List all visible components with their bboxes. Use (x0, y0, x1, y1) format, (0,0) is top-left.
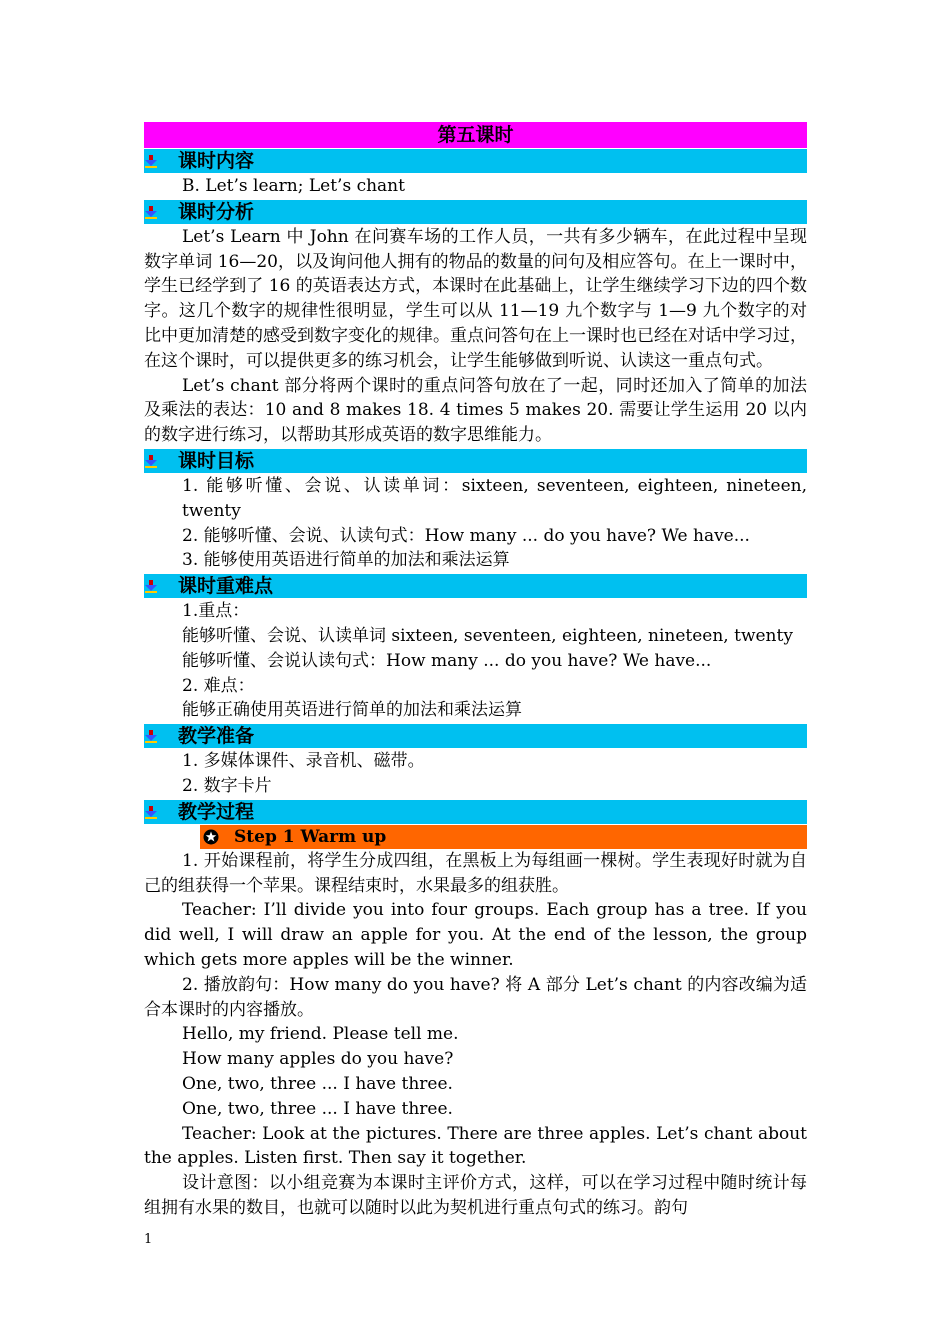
chant-line: One, two, three ... I have three. (182, 1098, 453, 1119)
section-heading-process (144, 800, 807, 824)
section-heading-analysis (144, 200, 807, 224)
section-heading-label: 课时重难点 (178, 575, 274, 598)
process-paragraph: Teacher: I’ll divide you into four groups. Each group has a tree. If you did well, I will draw an apple for you. At the end of the lesson, the group which gets more apples will be the winner. (144, 900, 807, 970)
analysis-paragraph: Let’s chant 部分将两个课时的重点问答句放在了一起，同时还加入了简单的加法及乘法的表达：10 and 8 makes 18. 4 times 5 makes 20. 需要让学生运用 20 以内的数字进行练习，以帮助其形成英语的数字思维能力。 (144, 375, 807, 446)
section-heading-label: 课时目标 (178, 449, 255, 472)
analysis-paragraph: Let’s Learn 中 John 在问赛车场的工作人员，一共有多少辆车，在此过程中呈现数字单词 16—20，以及询问他人拥有的物品的数量的问句及相应答句。在上一课时中，学生已经学到了 16 的英语表达方式，本课时在此基础上，让学生继续学习下边的四个数字。这几个数字的规律性很明显，学生可以从 11—19 九个数字与 1—9 九个数字的对比中更加清楚的感受到数字变化的规律。重点问答句在上一课时也已经在对话中学习过，在这个课时，可以提供更多的练习机会，让学生能够做到听说、认读这一重点句式。 (144, 226, 807, 371)
keypoint-line: 能够正确使用英语进行简单的加法和乘法运算 (182, 700, 522, 721)
step-label: Step 1 Warm up (234, 826, 387, 847)
section-heading-keypoints (144, 574, 807, 598)
section-heading-label: 课时内容 (178, 150, 255, 172)
goal-line: 2. 能够听懂、会说、认读句式：How many ... do you have? We have... (182, 525, 750, 546)
section-heading-goals (144, 449, 807, 473)
section-heading-label: 教学准备 (178, 725, 255, 748)
chant-line: One, two, three ... I have three. (182, 1073, 453, 1094)
process-paragraph: 2. 播放韵句：How many do you have? 将 A 部分 Let’s chant 的内容改编为适合本课时的内容播放。 (144, 974, 807, 1020)
chant-line: How many apples do you have? (182, 1049, 454, 1070)
prep-line: 1. 多媒体课件、录音机、磁带。 (182, 751, 425, 772)
down-arrow-bullet-icon (144, 806, 158, 819)
step-heading (200, 825, 807, 849)
section-heading-label: 课时分析 (178, 200, 255, 223)
content-line: B. Let’s learn; Let’s chant (182, 176, 405, 196)
down-arrow-bullet-icon (144, 155, 158, 168)
down-arrow-bullet-icon (144, 580, 158, 593)
process-paragraph: 设计意图：以小组竞赛为本课时主评价方式，这样，可以在学习过程中随时统计每组拥有水果的数目，也就可以随时以此为契机进行重点句式的练习。韵句 (144, 1173, 807, 1218)
down-arrow-bullet-icon (144, 206, 158, 219)
process-paragraph: 1. 开始课程前，将学生分成四组，在黑板上为每组画一棵树。学生表现好时就为自己的组获得一个苹果。课程结束时，水果最多的组获胜。 (144, 850, 807, 896)
document-page (144, 122, 807, 1221)
lesson-title: 第五课时 (144, 122, 807, 148)
down-arrow-bullet-icon (144, 730, 158, 743)
section-heading-content (144, 149, 807, 173)
goal-line: 3. 能够使用英语进行简单的加法和乘法运算 (182, 550, 510, 571)
keypoint-line: 能够听懂、会说认读句式：How many ... do you have? We have... (182, 650, 712, 671)
page-number: 1 (144, 1232, 153, 1247)
goal-line: 1. 能够听懂、会说、认读单词：sixteen, seventeen, eighteen, nineteen, twenty (182, 475, 807, 521)
chant-line: Hello, my friend. Please tell me. (182, 1024, 459, 1045)
section-heading-prep (144, 724, 807, 748)
keypoint-line: 1.重点： (182, 601, 250, 622)
star-circle-icon (203, 829, 219, 845)
prep-line: 2. 数字卡片 (182, 775, 272, 796)
down-arrow-bullet-icon (144, 455, 158, 468)
section-heading-label: 教学过程 (178, 800, 255, 823)
keypoint-line: 2. 难点： (182, 675, 255, 696)
process-paragraph: Teacher: Look at the pictures. There are three apples. Let’s chant about the apples. Listen first. Then say it together. (144, 1123, 807, 1169)
keypoint-line: 能够听懂、会说、认读单词 sixteen, seventeen, eighteen, nineteen, twenty (182, 625, 793, 646)
